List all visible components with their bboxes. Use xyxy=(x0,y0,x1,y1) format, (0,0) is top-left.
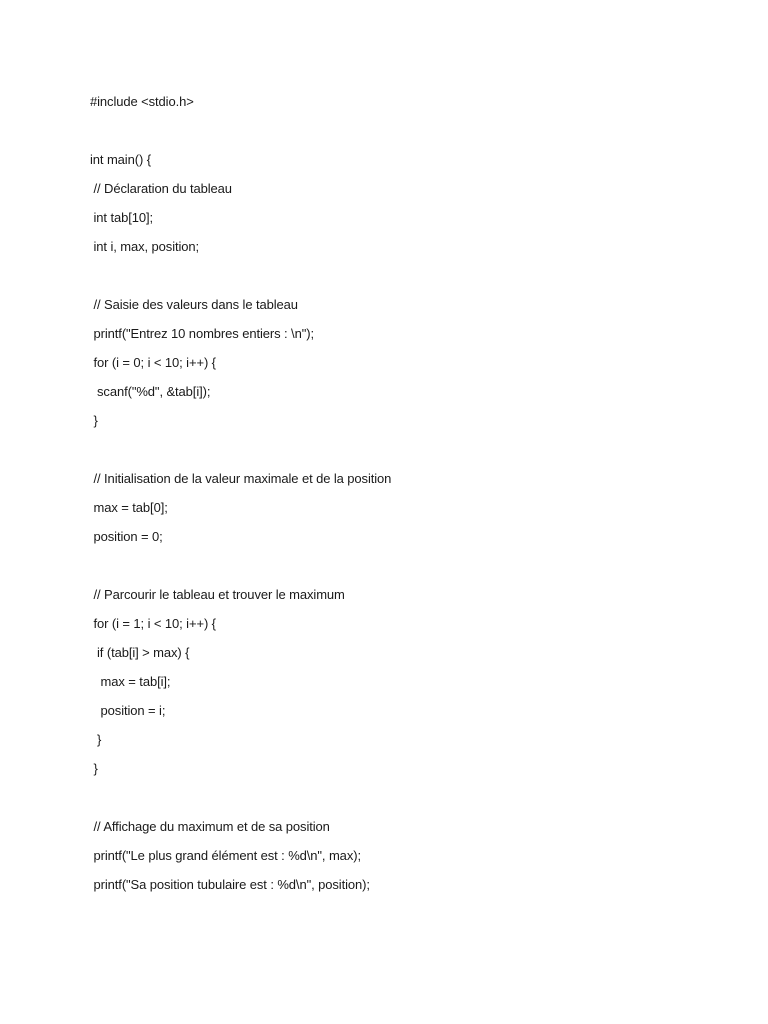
code-line: scanf("%d", &tab[i]); xyxy=(90,384,211,399)
code-line xyxy=(90,551,730,580)
code-line: max = tab[i]; xyxy=(90,674,171,689)
code-line: printf("Entrez 10 nombres entiers : \n"); xyxy=(90,326,314,341)
code-line: } xyxy=(90,732,102,747)
code-line: } xyxy=(90,413,98,428)
code-line: // Parcourir le tableau et trouver le maximum xyxy=(90,587,345,602)
code-line xyxy=(90,435,730,464)
code-line: // Affichage du maximum et de sa position xyxy=(90,819,330,834)
code-line: // Initialisation de la valeur maximale et de la position xyxy=(90,471,392,486)
code-line: max = tab[0]; xyxy=(90,500,168,515)
code-line: if (tab[i] > max) { xyxy=(90,645,190,660)
code-line: // Déclaration du tableau xyxy=(90,181,232,196)
code-line: printf("Le plus grand élément est : %d\n", max); xyxy=(90,848,361,863)
code-line xyxy=(90,783,730,812)
code-line: int i, max, position; xyxy=(90,239,200,254)
code-line: } xyxy=(90,761,98,776)
code-line xyxy=(90,261,730,290)
code-line: position = i; xyxy=(90,703,166,718)
code-line: for (i = 0; i < 10; i++) { xyxy=(90,355,216,370)
code-listing xyxy=(90,87,730,899)
code-line xyxy=(90,116,730,145)
code-line: int main() { xyxy=(90,152,151,167)
code-line: int tab[10]; xyxy=(90,210,154,225)
code-line: for (i = 1; i < 10; i++) { xyxy=(90,616,216,631)
code-line: #include <stdio.h> xyxy=(90,94,194,109)
code-line: // Saisie des valeurs dans le tableau xyxy=(90,297,298,312)
code-line: position = 0; xyxy=(90,529,163,544)
code-line: printf("Sa position tubulaire est : %d\n", position); xyxy=(90,877,370,892)
